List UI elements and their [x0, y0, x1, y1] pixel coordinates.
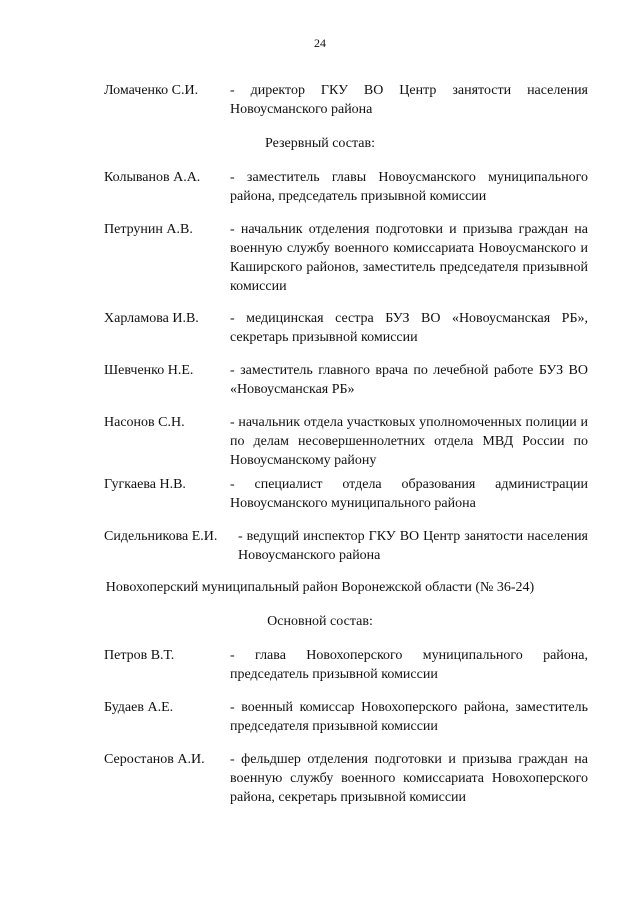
- member-role: - медицинская сестра БУЗ ВО «Новоусманская РБ», секретарь призывной комиссии: [230, 311, 588, 345]
- member-name: Ломаченко С.И.: [104, 83, 199, 98]
- member-entry: [104, 81, 588, 119]
- member-entry: [104, 750, 588, 807]
- reserve-heading: Резервный состав:: [264, 136, 375, 151]
- main-heading: Основной состав:: [267, 614, 373, 629]
- district-heading: Новохоперский муниципальный район Воронежской области (№ 36-24): [105, 580, 535, 595]
- member-role: - заместитель главного врача по лечебной работе БУЗ ВО «Новоусманская РБ»: [230, 363, 588, 397]
- member-entry: [104, 475, 588, 513]
- member-name: Колыванов А.А.: [104, 170, 201, 185]
- member-name: Сидельникова Е.И.: [104, 529, 218, 544]
- member-name: Будаев А.Е.: [104, 700, 174, 715]
- member-role: - специалист отдела образования администрации Новоусманского муниципального района: [230, 477, 588, 511]
- member-entry: [104, 646, 588, 684]
- member-name: Петрунин А.В.: [104, 222, 193, 237]
- member-entry: [104, 361, 588, 399]
- member-name: Насонов С.Н.: [104, 415, 185, 430]
- member-name: Шевченко Н.Е.: [104, 363, 194, 378]
- member-name: Петров В.Т.: [104, 648, 175, 663]
- member-entry: [104, 527, 588, 565]
- member-entry: [104, 168, 588, 206]
- member-entry: [104, 413, 588, 470]
- member-name: Серостанов А.И.: [104, 752, 205, 767]
- member-role: - ведущий инспектор ГКУ ВО Центр занятости населения Новоусманского района: [238, 529, 588, 563]
- member-name: Харламова И.В.: [104, 311, 199, 326]
- member-role: - глава Новохоперского муниципального района, председатель призывной комиссии: [230, 648, 588, 682]
- member-name: Гугкаева Н.В.: [104, 477, 186, 492]
- member-role: - начальник отдела участковых уполномоченных полиции и по делам несовершеннолетних отдела МВД России по Новоусманскому району: [230, 415, 588, 468]
- member-role: - фельдшер отделения подготовки и призыва граждан на военную службу военного комиссариата Новохоперского района, секретарь призывной комиссии: [230, 752, 588, 805]
- page-number: 24: [314, 36, 326, 50]
- member-role: - заместитель главы Новоусманского муниципального района, председатель призывной комиссии: [230, 170, 588, 204]
- member-entry: [104, 698, 588, 736]
- member-entry: [104, 309, 588, 347]
- member-role: - военный комиссар Новохоперского района, заместитель председателя призывной комиссии: [230, 700, 588, 734]
- member-role: - директор ГКУ ВО Центр занятости населения Новоусманского района: [230, 83, 588, 117]
- member-entry: [104, 220, 588, 296]
- member-role: - начальник отделения подготовки и призыва граждан на военную службу военного комиссариата Новоусманского и Каширского районов, заместитель председателя призывной комиссии: [230, 222, 588, 294]
